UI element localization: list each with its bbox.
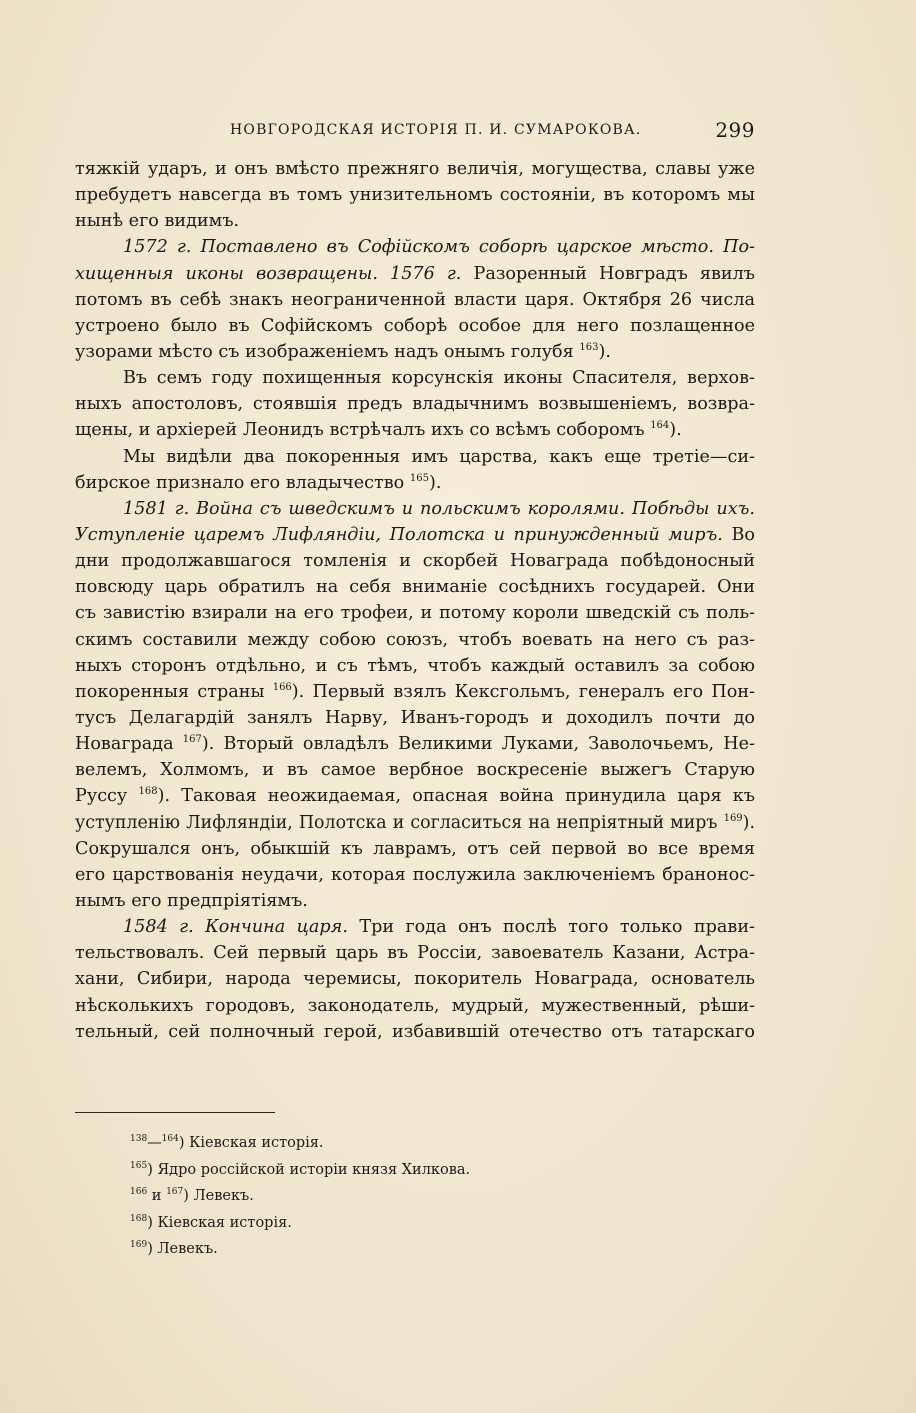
footnote-ref: 169	[723, 812, 743, 824]
section-heading-1584: 1584 г. Кончина царя. Три года онъ послѣ того только прави-	[123, 917, 755, 938]
text-line: тусъ Делагардій занялъ Нарву, Иванъ-городъ и доходилъ почти до	[75, 707, 755, 728]
text-line: его царствованія неудачи, которая послужила заключеніемъ бранонос-	[75, 864, 755, 885]
text-line: Новаграда $^{167}$). Вторый овладѣлъ Великими Луками, Заволочьемъ, Не-	[75, 734, 755, 755]
footnote: $^{168}$) Кіевская исторія.	[130, 1213, 292, 1231]
footnote-ref: 167	[182, 734, 202, 746]
text-line: узорами мѣсто съ изображеніемъ надъ онымъ голубя $^{163}$).	[75, 341, 611, 362]
text-line: бирское признало его владычество $^{165}$).	[75, 472, 442, 493]
text-line: Въ семъ году похищенныя корсунскія иконы Спасителя, верхов-	[123, 368, 755, 389]
text-line: съ завистію взирали на его трофеи, и потому короли шведскій съ поль-	[75, 603, 755, 624]
text-line: тельный, сей полночный герой, избавившій отечество отъ татарскаго	[75, 1021, 755, 1042]
text-line: повсюду царь обратилъ на себя вниманіе сосѣднихъ государей. Они	[75, 577, 755, 598]
text-line: дни продолжавшагося томленія и скорбей Новаграда побѣдоносный	[75, 551, 755, 572]
text-line: щены, и архіерей Леонидъ встрѣчалъ ихъ со всѣмъ соборомъ $^{164}$).	[75, 420, 682, 441]
text-line: тельствовалъ. Сей первый царь въ Россіи, завоеватель Казани, Астра-	[75, 943, 755, 964]
text-line: покоренныя страны $^{166}$). Первый взялъ Кексгольмъ, генералъ его Пон-	[75, 681, 755, 702]
text-line: тяжкій ударъ, и онъ вмѣсто прежняго величія, могущества, славы уже	[75, 159, 755, 179]
footnotes	[130, 1130, 630, 1263]
footnote-divider	[75, 1112, 275, 1113]
footnote-ref: 168	[138, 786, 158, 798]
page-number: 299	[715, 118, 755, 142]
text-line: ныхъ сторонъ отдѣльно, и съ тѣмъ, чтобъ каждый оставилъ за собою	[75, 655, 755, 676]
text-line: устроено было въ Софійскомъ соборѣ особое для него позлащенное	[75, 315, 755, 336]
footnote: $^{169}$) Левекъ.	[130, 1240, 218, 1257]
section-heading-1581: 1581 г. Война съ шведскимъ и польскимъ королями. Побѣды ихъ.	[123, 498, 755, 519]
main-text	[75, 156, 755, 1045]
text-line: ныхъ апостоловъ, стоявшія предъ владычнимъ возвышеніемъ, возвра-	[75, 394, 755, 415]
text-line: хани, Сибири, народа черемисы, покоритель Новаграда, основатель	[75, 969, 755, 990]
footnote: $^{166}$ и $^{167}$) Левекъ.	[130, 1187, 254, 1204]
page-header	[75, 118, 755, 144]
footnote: $^{138}$—$^{164}$) Кіевская исторія.	[130, 1134, 324, 1151]
text-line: велемъ, Холмомъ, и въ самое вербное воскресеніе выжегъ Старую	[75, 760, 755, 781]
text-line: Сокрушался онъ, обыкшій къ лаврамъ, отъ сей первой во все время	[75, 838, 755, 859]
text-line: хищенныя иконы возвращены. 1576 г. Разоренный Новградъ явилъ	[75, 263, 755, 284]
footnote: $^{165}$) Ядро россійской исторіи князя Хилкова.	[130, 1160, 471, 1178]
text-line: Уступленіе царемъ Лифляндіи, Полотска и принужденный миръ. Во	[75, 524, 755, 545]
text-line: Руссу $^{168}$). Таковая неожидаемая, опасная война принудила царя къ	[75, 786, 755, 807]
footnote-ref: 164	[650, 420, 670, 432]
text-line: пребудетъ навсегда въ томъ унизительномъ состояніи, въ которомъ мы	[75, 185, 755, 206]
text-line: уступленію Лифляндіи, Полотска и согласиться на непріятный миръ $^{169}$).	[75, 812, 755, 833]
text-line: нымъ его предпріятіямъ.	[75, 890, 308, 911]
text-line: Мы видѣли два покоренныя имъ царства, какъ еще третіе—си-	[123, 446, 755, 467]
text-line: нынѣ его видимъ.	[75, 211, 240, 232]
text-line: скимъ составили между собою союзъ, чтобъ воевать на него съ раз-	[75, 629, 755, 650]
text-line: нѣсколькихъ городовъ, законодатель, мудрый, мужественный, рѣши-	[75, 995, 755, 1016]
running-head: НОВГОРОДСКАЯ ИСТОРІЯ П. И. СУМАРОКОВА.	[230, 122, 642, 138]
footnote-ref: 166	[272, 681, 292, 693]
footnote-ref: 163	[579, 341, 599, 353]
footnote-ref: 165	[409, 472, 429, 484]
text-line: потомъ въ себѣ знакъ неограниченной власти царя. Октября 26 числа	[75, 289, 755, 310]
section-heading-1572: 1572 г. Поставлено въ Софійскомъ соборѣ царское мѣсто. По-	[123, 237, 755, 258]
